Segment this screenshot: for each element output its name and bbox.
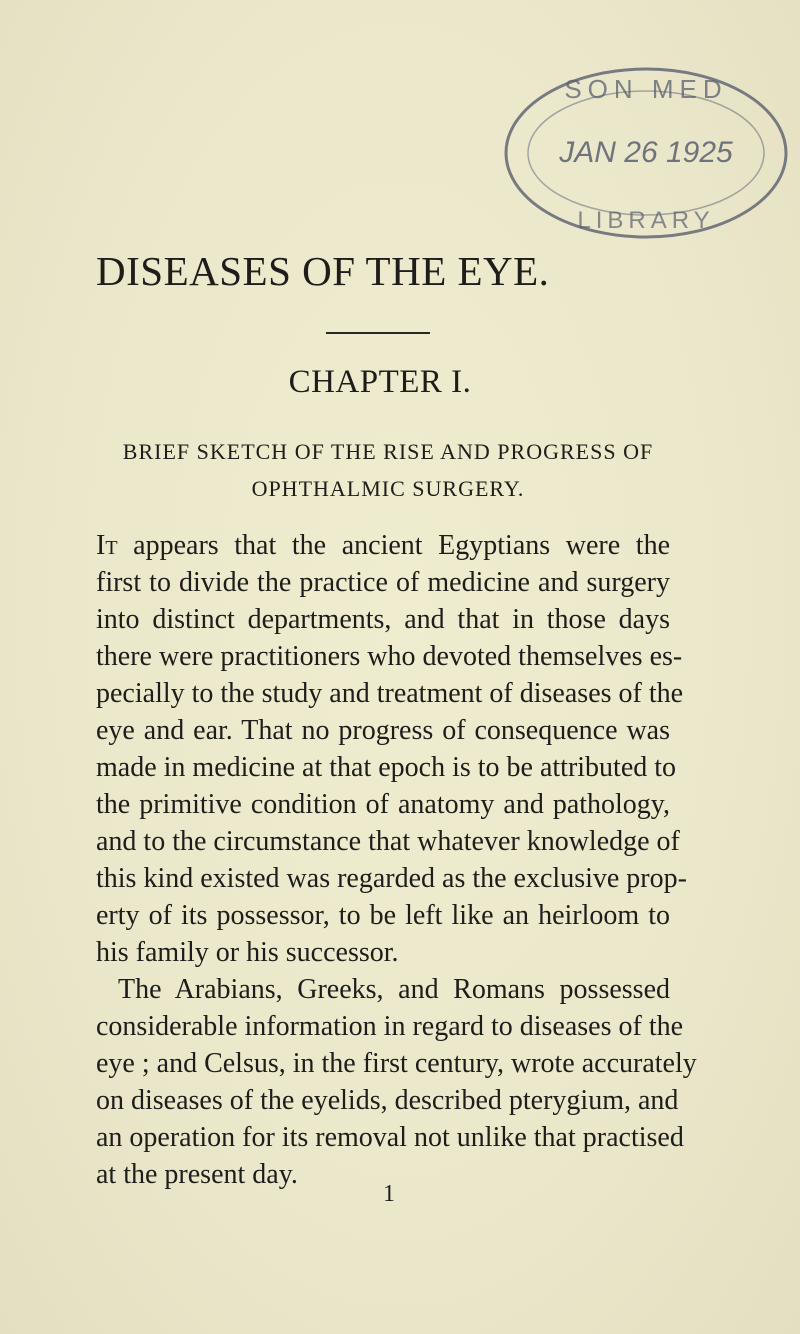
dropcap-word: It bbox=[96, 530, 118, 561]
text-line: at the present day. bbox=[96, 1159, 298, 1190]
page-number: 1 bbox=[383, 1181, 395, 1207]
library-stamp bbox=[496, 58, 792, 248]
chapter-subtitle-line-1 bbox=[0, 438, 800, 466]
text-line: considerable information in regard to diseases of the bbox=[96, 1011, 684, 1042]
text-line: on diseases of the eyelids, described pterygium, and bbox=[96, 1085, 679, 1116]
text-line: made in medicine at that epoch is to be attributed to bbox=[96, 752, 677, 783]
chapter-subtitle-line-2 bbox=[0, 475, 800, 503]
text-line: there were practitioners who devoted themselves es- bbox=[96, 641, 683, 672]
text-line: his family or his successor. bbox=[96, 937, 399, 968]
chapter-subtitle-text-2: OPHTHALMIC SURGERY. bbox=[251, 476, 525, 501]
text-line: an operation for its removal not unlike that practised bbox=[96, 1122, 684, 1153]
chapter-subtitle-text-1: BRIEF SKETCH OF THE RISE AND PROGRESS OF bbox=[122, 439, 654, 464]
text-line: eye and ear. That no progress of consequence was bbox=[96, 715, 670, 746]
stamp-top-text: SON MED bbox=[564, 74, 728, 104]
text-line: this kind existed was regarded as the exclusive prop- bbox=[96, 863, 687, 894]
text-line bbox=[96, 528, 670, 564]
text-line-rest: appears that the ancient Egyptians were the bbox=[117, 530, 670, 561]
text-line: eye ; and Celsus, in the first century, wrote accurately bbox=[96, 1048, 697, 1079]
chapter-heading-text: CHAPTER I. bbox=[288, 364, 472, 400]
stamp-date: JAN 26 1925 bbox=[559, 136, 733, 169]
text-line: into distinct departments, and that in those days bbox=[96, 604, 670, 635]
text-line: first to divide the practice of medicine and surgery bbox=[96, 567, 670, 598]
divider-rule bbox=[326, 332, 430, 334]
chapter-heading bbox=[0, 362, 800, 402]
book-title: DISEASES OF THE EYE. bbox=[96, 248, 550, 294]
stamp-bottom-text: LIBRARY bbox=[577, 207, 715, 234]
text-line: and to the circumstance that whatever knowledge of bbox=[96, 826, 680, 857]
text-line: pecially to the study and treatment of diseases of the bbox=[96, 678, 684, 709]
text-line: The Arabians, Greeks, and Romans possessed bbox=[118, 974, 670, 1005]
text-line: erty of its possessor, to be left like an heirloom to bbox=[96, 900, 670, 931]
text-line: the primitive condition of anatomy and pathology, bbox=[96, 789, 670, 820]
